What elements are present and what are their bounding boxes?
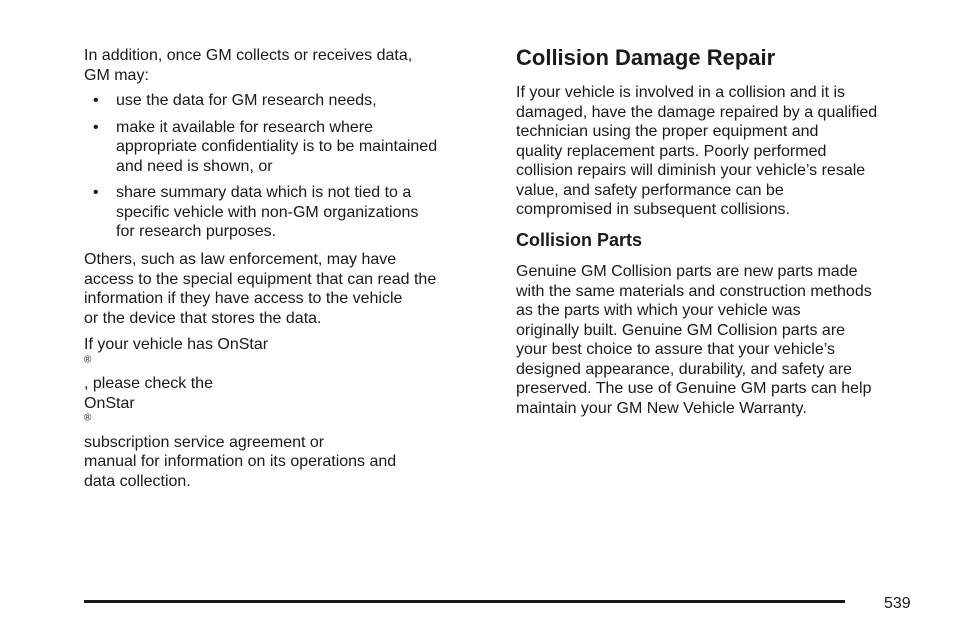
list-item xyxy=(84,91,484,111)
bullet-icon: • xyxy=(93,118,99,136)
collision-repair-paragraph xyxy=(516,83,877,220)
text-fragment: If your vehicle has OnStar xyxy=(84,336,269,353)
text-line: damaged, have the damage repaired by a qualified xyxy=(516,103,878,121)
text-line: appropriate confidentiality is to be maintained xyxy=(116,138,438,155)
text-line: and need is shown, or xyxy=(116,157,273,175)
text-line: technician using the proper equipment and xyxy=(516,123,819,140)
text-line: originally built. Genuine GM Collision parts are xyxy=(516,321,846,339)
text-line: data collection. xyxy=(84,472,191,490)
text-line: specific vehicle with non-GM organizations xyxy=(116,203,419,221)
text-line: compromised in subsequent collisions. xyxy=(516,201,790,218)
text-line: collision repairs will diminish your vehicle’s resale xyxy=(516,162,866,179)
collision-parts-paragraph xyxy=(516,262,872,418)
text-line: share summary data which is not tied to a xyxy=(116,184,412,201)
data-use-list xyxy=(84,91,484,242)
text-line: If your vehicle is involved in a collision and it is xyxy=(516,84,846,101)
law-enforcement-paragraph xyxy=(84,250,436,328)
text-line: maintain your GM New Vehicle Warranty. xyxy=(516,399,807,417)
page-number: 539 xyxy=(884,595,911,612)
text-line: GM may: xyxy=(84,66,149,84)
intro-paragraph xyxy=(84,46,412,85)
text-line: In addition, once GM collects or receives data, xyxy=(84,47,413,64)
text-line: for research purposes. xyxy=(116,223,277,240)
list-item xyxy=(84,183,484,242)
text-line: value, and safety performance can be xyxy=(516,181,784,199)
text-line xyxy=(84,335,396,394)
onstar-paragraph xyxy=(84,335,396,491)
text-line: Others, such as law enforcement, may have xyxy=(84,251,397,268)
text-line: as the parts with which your vehicle was xyxy=(516,302,801,319)
text-line: designed appearance, durability, and safety are xyxy=(516,360,852,378)
text-line: preserved. The use of Genuine GM parts can help xyxy=(516,380,872,397)
text-fragment: , please check the xyxy=(84,375,213,392)
footer-rule xyxy=(84,600,845,603)
text-line: use the data for GM research needs, xyxy=(116,92,377,109)
section-heading: Collision Damage Repair xyxy=(516,45,776,70)
text-line: with the same materials and construction methods xyxy=(516,282,872,300)
bullet-icon: • xyxy=(93,184,99,201)
text-line: access to the special equipment that can read the xyxy=(84,270,437,288)
text-line: manual for information on its operations and xyxy=(84,453,397,470)
text-line: or the device that stores the data. xyxy=(84,309,322,327)
text-fragment: OnStar xyxy=(84,394,135,412)
text-line: make it available for research where xyxy=(116,118,374,136)
text-line: information if they have access to the vehicle xyxy=(84,290,403,307)
text-line xyxy=(84,394,396,453)
registered-mark: ® xyxy=(84,354,92,366)
registered-mark: ® xyxy=(84,412,92,424)
list-item xyxy=(84,118,484,177)
text-line: Genuine GM Collision parts are new parts made xyxy=(516,263,858,280)
text-line: your best choice to assure that your vehicle’s xyxy=(516,341,835,358)
bullet-icon: • xyxy=(93,92,99,109)
text-fragment: subscription service agreement or xyxy=(84,433,325,451)
text-line: quality replacement parts. Poorly performed xyxy=(516,142,827,160)
subsection-heading: Collision Parts xyxy=(516,230,643,250)
